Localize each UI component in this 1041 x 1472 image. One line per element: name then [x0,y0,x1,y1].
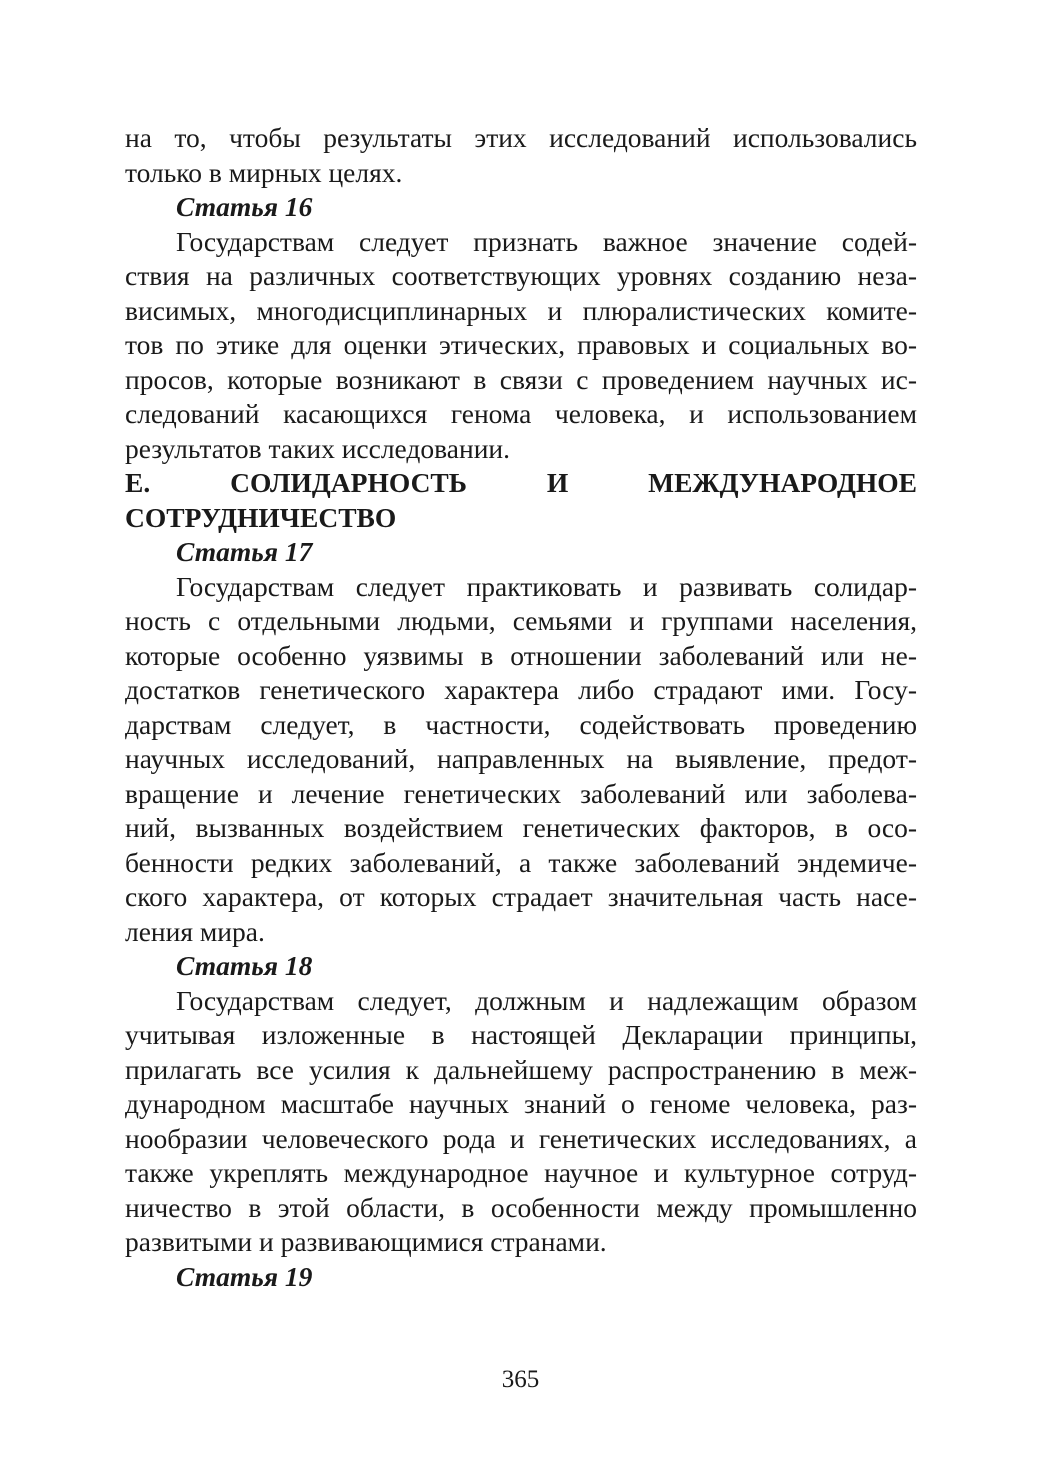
text-line: ность с отдельными людьми, семьями и группами населения, [125,605,917,636]
page-body [125,121,917,1294]
article-16-paragraph [125,225,917,467]
text-line: ничество в этой области, в особенности между промышленно [125,1191,917,1223]
text-line: также укреплять международное научное и культурное сотруд- [125,1157,917,1188]
text-line: Государствам следует признать важное значение содей- [176,225,917,257]
text-line: только в мирных целях. [125,156,403,188]
text-line: тов по этике для оценки этических, правовых и социальных во- [125,329,917,360]
article-16-heading: Статья 16 [176,191,313,222]
text-line: просов, которые возникают в связи с проведением научных ис- [125,363,917,395]
text-line: Государствам следует практиковать и развивать солидар- [176,570,917,602]
article-17-paragraph [125,570,917,950]
article-17-heading: Статья 17 [176,536,313,567]
text-line: вращение и лечение генетических заболеваний или заболева- [125,777,917,809]
text-line: нообразии человеческого рода и генетических исследованиях, а [125,1122,917,1154]
text-line: ления мира. [125,915,265,947]
continuation-paragraph [125,121,917,190]
text-line: ний, вызванных воздействием генетических факторов, в осо- [125,812,917,843]
article-18-heading: Статья 18 [176,950,313,981]
section-heading-line: Е. СОЛИДАРНОСТЬ И МЕЖДУНАРОДНОЕ [125,467,917,498]
text-line: следований касающихся генома человека, и использованием [125,398,917,429]
text-line: которые особенно уязвимы в отношении заболеваний или не- [125,639,917,671]
article-18-paragraph [125,984,917,1260]
text-line: результатов таких исследовании. [125,432,510,464]
section-e-heading [125,466,917,535]
page-number: 365 [501,1366,540,1393]
text-line: Государствам следует, должным и надлежащим образом [176,984,917,1016]
text-line: бенности редких заболеваний, а также заболеваний эндемиче- [125,846,917,878]
text-line: дународном масштабе научных знаний о геноме человека, раз- [125,1088,917,1119]
text-line: висимых, многодисциплинарных и плюралистических комите- [125,294,917,326]
text-line: ского характера, от которых страдает значительная часть насе- [125,881,917,912]
text-line: дарствам следует, в частности, содействовать проведению [125,708,917,740]
text-line: учитывая изложенные в настоящей Декларации принципы, [125,1019,917,1050]
article-19-heading: Статья 19 [176,1260,313,1292]
text-line: достатков генетического характера либо страдают ими. Госу- [125,674,917,705]
text-line: на то, чтобы результаты этих исследований использовались [125,122,917,153]
section-heading-line: СОТРУДНИЧЕСТВО [125,501,397,533]
text-line: ствия на различных соответствующих уровнях созданию неза- [125,260,917,291]
text-line: научных исследований, направленных на выявление, предот- [125,743,917,774]
text-line: развитыми и развивающимися странами. [125,1226,607,1257]
text-line: прилагать все усилия к дальнейшему распространению в меж- [125,1053,917,1085]
